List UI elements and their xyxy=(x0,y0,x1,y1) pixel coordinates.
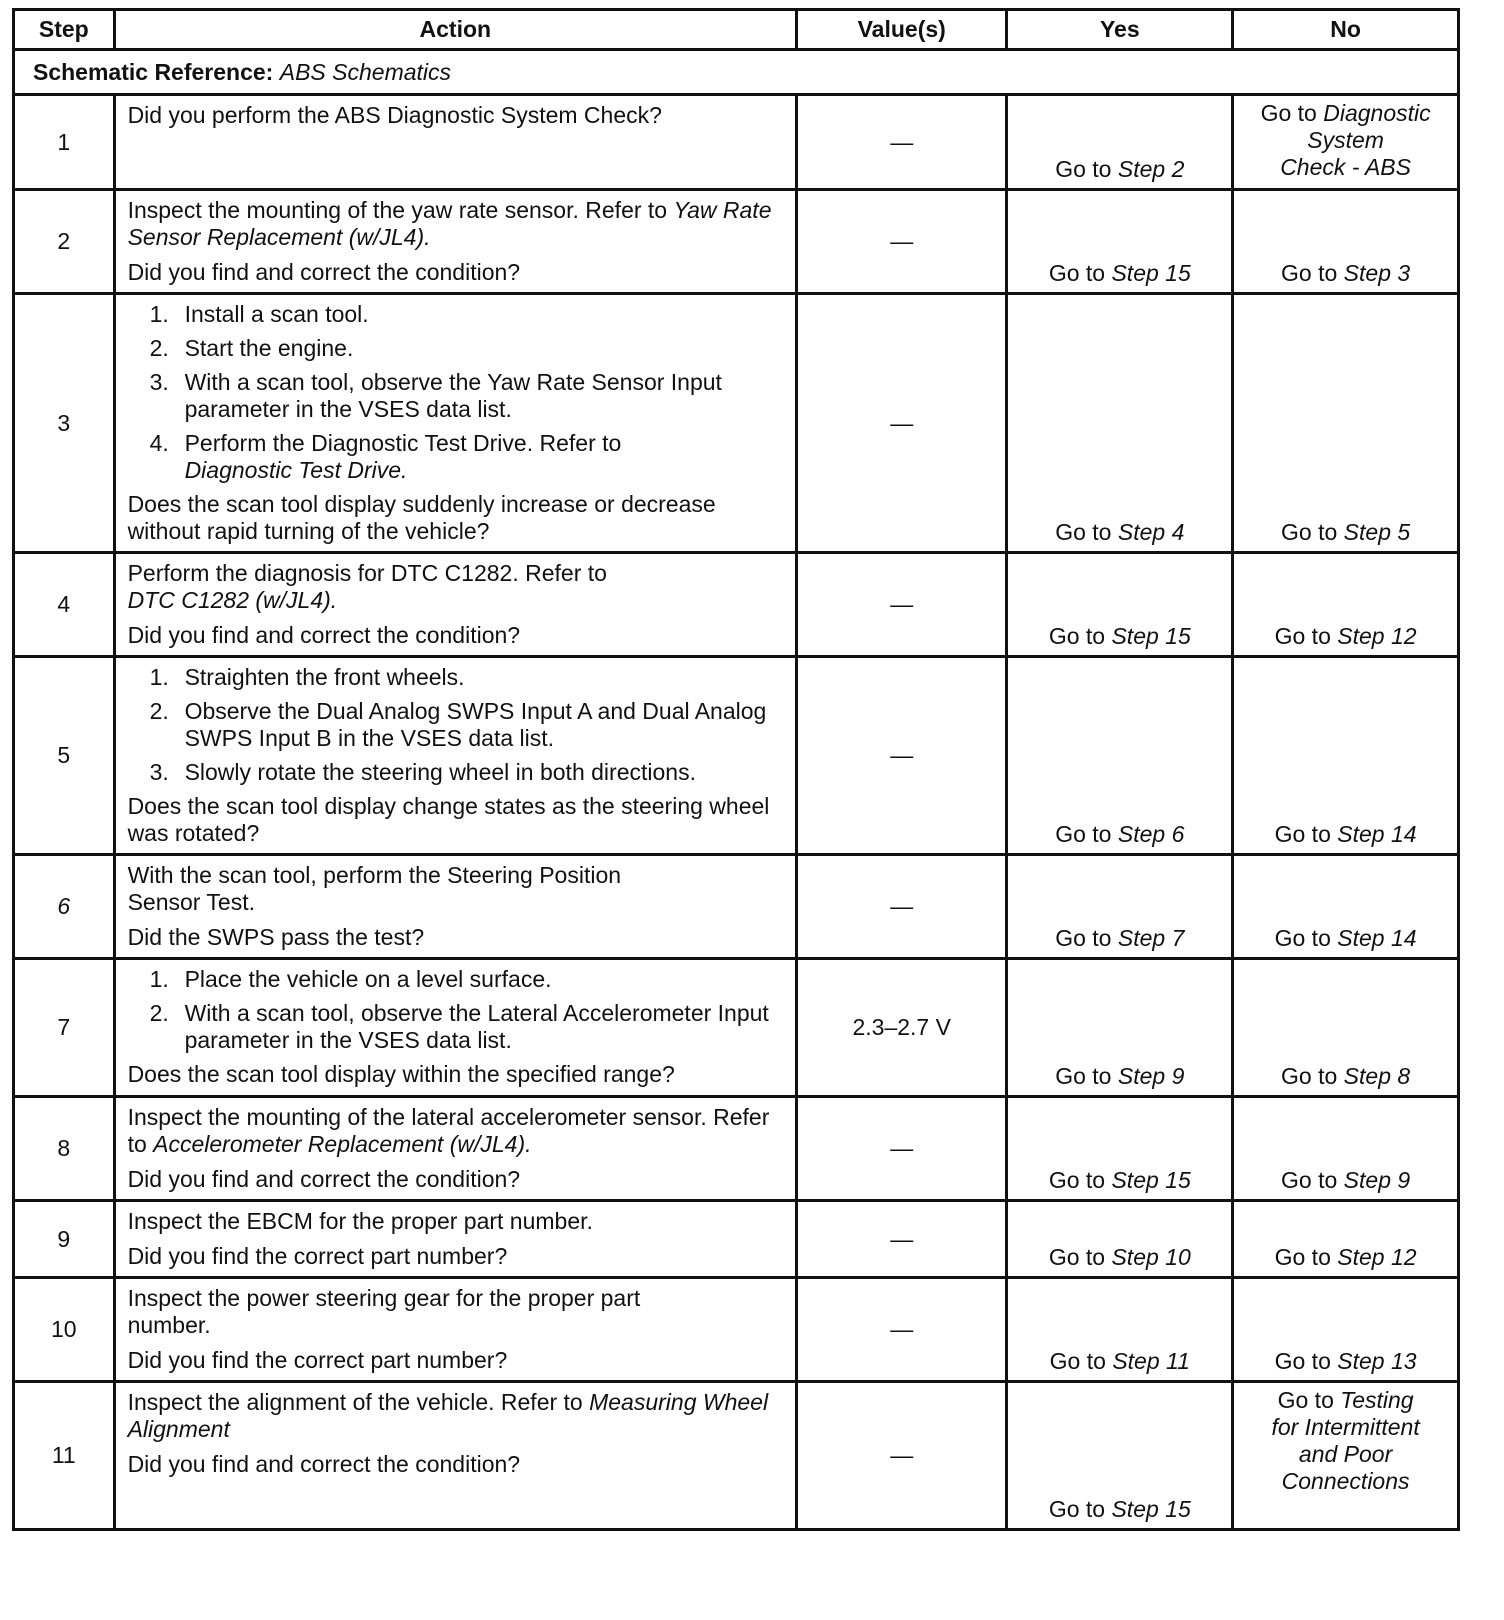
no-step-link: Step 8 xyxy=(1343,1063,1411,1089)
table-row xyxy=(14,1201,1459,1278)
action-instruction: Inspect the mounting of the lateral accelerometer sensor. Refer to xyxy=(127,1104,770,1157)
header-row xyxy=(14,10,1459,50)
schematic-reference-label: Schematic Reference: xyxy=(33,58,274,85)
action-question: Did you find and correct the condition? xyxy=(127,1166,521,1192)
table-row xyxy=(14,1097,1459,1201)
no-cell: Go to Testing for Intermittent and Poor Connections xyxy=(1233,1382,1459,1530)
header-values: Value(s) xyxy=(797,10,1007,50)
no-cell: Go to Step 8 xyxy=(1233,959,1459,1097)
yes-step-link: Step 6 xyxy=(1117,821,1185,847)
yes-cell: Go to Step 11 xyxy=(1007,1278,1233,1382)
value-cell: — xyxy=(797,1382,1007,1530)
diagnostic-table xyxy=(12,8,1460,1531)
no-step-link: Step 13 xyxy=(1337,1348,1417,1374)
action-cell xyxy=(114,657,796,855)
value-cell: — xyxy=(797,294,1007,553)
yes-cell: Go to Step 6 xyxy=(1007,657,1233,855)
action-question: Does the scan tool display suddenly increase or decrease without rapid turning of the vehicle? xyxy=(127,491,716,544)
action-cell xyxy=(114,1382,796,1530)
reference-link: Measuring Wheel Alignment xyxy=(127,1389,769,1442)
action-question: Did you find the correct part number? xyxy=(127,1347,508,1373)
no-step-link: Step 3 xyxy=(1343,260,1411,286)
value-cell: — xyxy=(797,190,1007,294)
action-cell xyxy=(114,190,796,294)
action-instruction: Inspect the EBCM for the proper part number. xyxy=(127,1208,593,1234)
no-step-link: Step 12 xyxy=(1337,623,1417,649)
value-cell: — xyxy=(797,95,1007,190)
list-item: 2. With a scan tool, observe the Lateral Accelerometer Input parameter in the VSES data list. xyxy=(149,1000,769,1053)
action-instruction: Inspect the power steering gear for the proper part number. xyxy=(127,1285,641,1338)
no-cell: Go to Diagnostic System Check - ABS xyxy=(1233,95,1459,190)
no-step-link: Step 14 xyxy=(1337,925,1417,951)
yes-step-link: Step 15 xyxy=(1111,260,1191,286)
action-question: Did you find and correct the condition? xyxy=(127,622,521,648)
no-cell: Go to Step 5 xyxy=(1233,294,1459,553)
yes-step-link: Step 2 xyxy=(1117,156,1185,182)
schematic-reference-row xyxy=(14,50,1459,95)
yes-step-link: Step 9 xyxy=(1117,1063,1185,1089)
yes-cell: Go to Step 10 xyxy=(1007,1201,1233,1278)
action-cell xyxy=(114,855,796,959)
action-instruction: Perform the diagnosis for DTC C1282. Refer to xyxy=(127,560,607,586)
value-cell: — xyxy=(797,553,1007,657)
step-number: 2 xyxy=(14,190,115,294)
yes-cell: Go to Step 15 xyxy=(1007,1097,1233,1201)
table-row xyxy=(14,657,1459,855)
step-number: 6 xyxy=(14,855,115,959)
yes-step-link: Step 4 xyxy=(1117,519,1185,545)
no-step-link: Step 9 xyxy=(1343,1167,1411,1193)
yes-cell: Go to Step 4 xyxy=(1007,294,1233,553)
header-action: Action xyxy=(114,10,796,50)
step-number: 10 xyxy=(14,1278,115,1382)
action-cell xyxy=(114,95,796,190)
step-number: 9 xyxy=(14,1201,115,1278)
table-row xyxy=(14,959,1459,1097)
table-row xyxy=(14,190,1459,294)
step-number: 7 xyxy=(14,959,115,1097)
schematic-reference-link: ABS Schematics xyxy=(279,58,452,85)
list-item: 1. Straighten the front wheels. xyxy=(149,664,465,690)
action-question: Did you perform the ABS Diagnostic System Check? xyxy=(127,102,662,128)
action-question: Did you find and correct the condition? xyxy=(127,1451,521,1477)
no-cell: Go to Step 14 xyxy=(1233,657,1459,855)
step-number: 1 xyxy=(14,95,115,190)
list-item: 4. Perform the Diagnostic Test Drive. Refer to Diagnostic Test Drive. xyxy=(149,430,622,483)
yes-step-link: Step 15 xyxy=(1111,1167,1191,1193)
list-item: 1. Place the vehicle on a level surface. xyxy=(149,966,552,992)
no-step-link: Step 12 xyxy=(1337,1244,1417,1270)
table-row xyxy=(14,1382,1459,1530)
no-cell: Go to Step 12 xyxy=(1233,1201,1459,1278)
yes-step-link: Step 15 xyxy=(1111,1496,1191,1522)
table-row xyxy=(14,294,1459,553)
yes-step-link: Step 15 xyxy=(1111,623,1191,649)
yes-cell: Go to Step 2 xyxy=(1007,95,1233,190)
step-number: 11 xyxy=(14,1382,115,1530)
action-instruction: With the scan tool, perform the Steering Position Sensor Test. xyxy=(127,862,622,915)
action-question: Did the SWPS pass the test? xyxy=(127,924,425,950)
value-cell: 2.3–2.7 V xyxy=(797,959,1007,1097)
action-question: Does the scan tool display within the specified range? xyxy=(127,1061,675,1087)
no-cell: Go to Step 13 xyxy=(1233,1278,1459,1382)
no-cell: Go to Step 9 xyxy=(1233,1097,1459,1201)
no-step-link: Step 14 xyxy=(1337,821,1417,847)
step-number: 8 xyxy=(14,1097,115,1201)
step-number: 3 xyxy=(14,294,115,553)
no-cell: Go to Step 12 xyxy=(1233,553,1459,657)
numbered-list xyxy=(128,664,783,786)
reference-link: DTC C1282 (w/JL4). xyxy=(127,587,338,613)
reference-link: Yaw Rate Sensor Replacement (w/JL4). xyxy=(127,197,772,250)
yes-step-link: Step 10 xyxy=(1111,1244,1191,1270)
table-row xyxy=(14,553,1459,657)
table-row xyxy=(14,95,1459,190)
numbered-list xyxy=(128,301,783,484)
action-cell xyxy=(114,553,796,657)
action-question: Did you find and correct the condition? xyxy=(127,259,521,285)
value-cell: — xyxy=(797,1201,1007,1278)
no-step-link: Step 5 xyxy=(1343,519,1411,545)
action-cell xyxy=(114,1201,796,1278)
no-cell: Go to Step 3 xyxy=(1233,190,1459,294)
yes-step-link: Step 11 xyxy=(1112,1348,1190,1374)
value-cell: — xyxy=(797,1097,1007,1201)
reference-link: Accelerometer Replacement (w/JL4). xyxy=(153,1131,532,1157)
action-cell xyxy=(114,1097,796,1201)
yes-step-link: Step 7 xyxy=(1117,925,1185,951)
numbered-list xyxy=(128,966,783,1054)
diagnostic-table-page xyxy=(12,8,1460,1531)
header-step: Step xyxy=(14,10,115,50)
header-no: No xyxy=(1233,10,1459,50)
value-cell: — xyxy=(797,1278,1007,1382)
action-instruction: Inspect the mounting of the yaw rate sensor. Refer to xyxy=(127,197,668,223)
step-number: 4 xyxy=(14,553,115,657)
no-cell: Go to Step 14 xyxy=(1233,855,1459,959)
action-question: Does the scan tool display change states as the steering wheel was rotated? xyxy=(127,793,770,846)
value-cell: — xyxy=(797,657,1007,855)
list-item: 1. Install a scan tool. xyxy=(149,301,369,327)
yes-cell: Go to Step 9 xyxy=(1007,959,1233,1097)
value-cell: — xyxy=(797,855,1007,959)
yes-cell: Go to Step 15 xyxy=(1007,190,1233,294)
reference-link: Diagnostic Test Drive. xyxy=(184,457,408,483)
step-number: 5 xyxy=(14,657,115,855)
yes-cell: Go to Step 7 xyxy=(1007,855,1233,959)
no-step-link: Diagnostic xyxy=(1323,100,1431,126)
schematic-reference xyxy=(14,50,1459,95)
action-cell xyxy=(114,959,796,1097)
list-item: 3. With a scan tool, observe the Yaw Rate Sensor Input parameter in the VSES data list. xyxy=(149,369,722,422)
header-yes: Yes xyxy=(1007,10,1233,50)
list-item: 2. Observe the Dual Analog SWPS Input A and Dual Analog SWPS Input B in the VSES data list. xyxy=(149,698,767,751)
action-question: Did you find the correct part number? xyxy=(127,1243,508,1269)
table-row xyxy=(14,855,1459,959)
table-row xyxy=(14,1278,1459,1382)
list-item: 2. Start the engine. xyxy=(149,335,354,361)
action-cell xyxy=(114,294,796,553)
yes-cell: Go to Step 15 xyxy=(1007,553,1233,657)
action-instruction: Inspect the alignment of the vehicle. Refer to xyxy=(127,1389,583,1415)
action-cell xyxy=(114,1278,796,1382)
list-item: 3. Slowly rotate the steering wheel in both directions. xyxy=(149,759,696,785)
no-step-link: Testing xyxy=(1340,1387,1414,1413)
yes-cell: Go to Step 15 xyxy=(1007,1382,1233,1530)
